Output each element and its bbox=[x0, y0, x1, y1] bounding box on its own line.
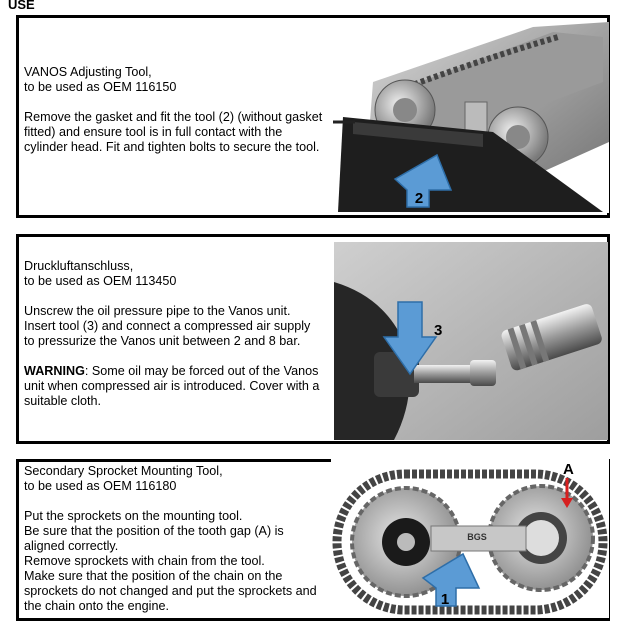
section-title bbox=[24, 65, 324, 95]
compressed-air-connector-photo bbox=[334, 242, 608, 440]
title-line-1: VANOS Adjusting Tool, bbox=[24, 65, 152, 79]
section-body: Unscrew the oil pressure pipe to the Vanos unit. Insert tool (3) and connect a compressed air supply to pressurize the Vanos unit between 2 and 8 bar. bbox=[24, 304, 311, 348]
title-line-2: to be used as OEM 116150 bbox=[24, 80, 177, 94]
section-body: Remove the gasket and fit the tool (2) (without gasket fitted) and ensure tool is in full contact with the cylinder head. Fit and tighten bolts to secure the tool. bbox=[24, 110, 323, 154]
sprocket-tool-photo bbox=[331, 456, 609, 618]
marker-label-a: A bbox=[563, 461, 574, 478]
tool-marking: BGS bbox=[467, 532, 487, 542]
section-text bbox=[24, 464, 324, 614]
section-druckluftanschluss bbox=[16, 234, 610, 444]
callout-number: 2 bbox=[414, 190, 424, 207]
section-title bbox=[24, 464, 324, 494]
body-line-4: Make sure that the position of the chain on the sprockets do not changed and put the sprockets and the chain onto the engine. bbox=[24, 569, 317, 613]
warning-text: : Some oil may be forced out of the Vanos unit when compressed air is introduced. Cover with a suitable cloth. bbox=[24, 364, 320, 408]
vanos-tool-photo bbox=[333, 22, 609, 213]
title-line-2: to be used as OEM 116180 bbox=[24, 479, 177, 493]
section-secondary-sprocket-mounting-tool bbox=[16, 459, 610, 621]
section-body bbox=[24, 509, 324, 614]
warning-paragraph bbox=[24, 364, 324, 409]
page-heading: USE bbox=[8, 0, 35, 12]
body-line-1: Put the sprockets on the mounting tool. bbox=[24, 509, 243, 523]
body-line-2: Be sure that the position of the tooth gap (A) is aligned correctly. bbox=[24, 524, 284, 553]
title-line-2: to be used as OEM 113450 bbox=[24, 274, 177, 288]
section-vanos-adjusting-tool bbox=[16, 15, 610, 218]
warning-label: WARNING bbox=[24, 364, 85, 378]
title-line-1: Secondary Sprocket Mounting Tool, bbox=[24, 464, 223, 478]
section-title bbox=[24, 259, 324, 289]
title-line-1: Druckluftanschluss, bbox=[24, 259, 134, 273]
callout-number: 3 bbox=[434, 322, 443, 339]
section-text bbox=[24, 259, 324, 409]
body-line-3: Remove sprockets with chain from the tool. bbox=[24, 554, 265, 568]
section-text bbox=[24, 65, 324, 155]
callout-number: 1 bbox=[440, 591, 450, 608]
